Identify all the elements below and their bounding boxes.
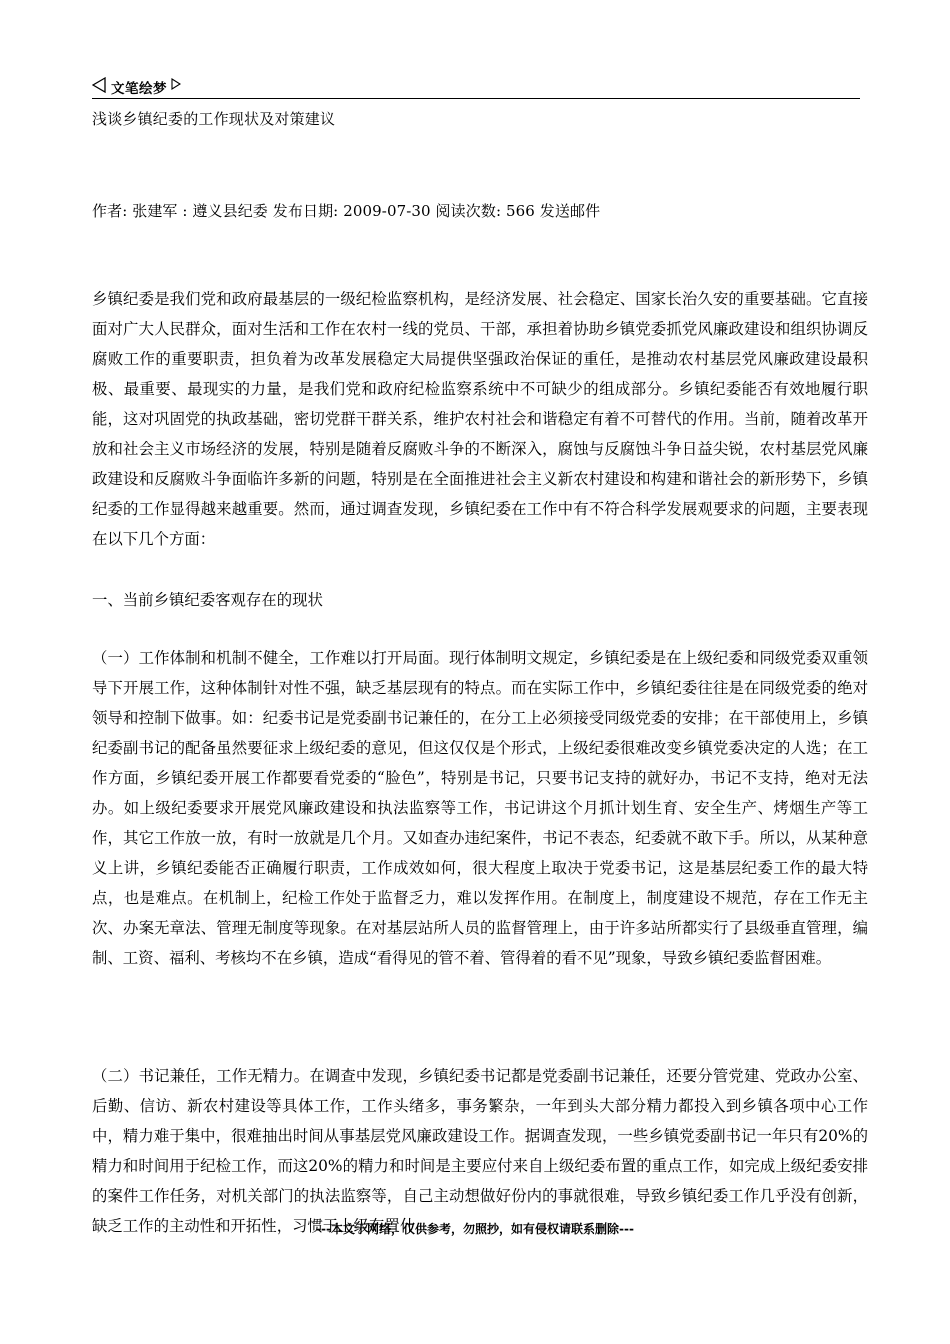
section-heading: 一、当前乡镇纪委客观存在的现状 xyxy=(92,591,323,609)
document-title: 浅谈乡镇纪委的工作现状及对策建议 xyxy=(92,110,336,128)
footer-notice: ---本文于网络，仅供参考，勿照抄，如有侵权请联系删除--- xyxy=(316,1222,634,1236)
article-meta: 作者: 张建军 : 遵义县纪委 发布日期: 2009-07-30 阅读次数: 566 发送邮件 xyxy=(92,202,601,220)
paragraph-point-1: （一）工作体制和机制不健全，工作难以打开局面。现行体制明文规定，乡镇纪委是在上级纪委和同级党委双重领导下开展工作，这种体制针对性不强，缺乏基层现有的特点。而在实际工作中，乡镇纪委往往是在同级党委的绝对领导和控制下做事。如：纪委书记是党委副书记兼任的，在分工上必须接受同级党委的安排；在干部使用上，乡镇纪委副书记的配备虽然要征求上级纪委的意见，但这仅仅是个形式，上级纪委很难改变乡镇党委决定的人选；在工作方面，乡镇纪委开展工作都要看党委的“脸色”，特别是书记，只要书记支持的就好办，书记不支持，绝对无法办。如上级纪委要求开展党风廉政建设和执法监察等工作，书记讲这个月抓计划生育、安全生产、烤烟生产等工作，其它工作放一放，有时一放就是几个月。又如查办违纪案件，书记不表态，纪委就不敢下手。所以，从某种意义上讲，乡镇纪委能否正确履行职责，工作成效如何，很大程度上取决于党委书记，这是基层纪委工作的最大特点，也是难点。在机制上，纪检工作处于监督乏力，难以发挥作用。在制度上，制度建设不规范，存在工作无主次、办案无章法、管理无制度等现象。在对基层站所人员的监督管理上，由于许多站所都实行了县级垂直管理，编制、工资、福利、考核均不在乡镇，造成“看得见的管不着、管得着的看不见”现象，导致乡镇纪委监督困难。 xyxy=(92,649,868,967)
brand-label: 文笔绘梦 xyxy=(111,81,167,97)
triangle-right-icon xyxy=(171,78,181,90)
paragraph-point-2: （二）书记兼任，工作无精力。在调查中发现，乡镇纪委书记都是党委副书记兼任，还要分管党建、党政办公室、后勤、信访、新农村建设等具体工作，工作头绪多，事务繁杂，一年到头大部分精力都投入到乡镇各项中心工作中，精力难于集中，很难抽出时间从事基层党风廉政建设工作。据调查发现，一些乡镇党委副书记一年只有20%的精力和时间用于纪检工作，而这20%的精力和时间是主要应付来自上级纪委布置的重点工作，如完成上级纪委安排的案件工作任务，对机关部门的执法监察等，自己主动想做好份内的事就很难，导致乡镇纪委工作几乎没有创新，缺乏工作的主动性和开拓性，习惯于上级布置什 xyxy=(92,1067,868,1235)
page-header xyxy=(92,74,860,99)
intro-paragraph: 乡镇纪委是我们党和政府最基层的一级纪检监察机构，是经济发展、社会稳定、国家长治久安的重要基础。它直接面对广大人民群众，面对生活和工作在农村一线的党员、干部，承担着协助乡镇党委抓党风廉政建设和组织协调反腐败工作的重要职责，担负着为改革发展稳定大局提供坚强政治保证的重任，是推动农村基层党风廉政建设最积极、最重要、最现实的力量，是我们党和政府纪检监察系统中不可缺少的组成部分。乡镇纪委能否有效地履行职能，这对巩固党的执政基础，密切党群干群关系，维护农村社会和谐稳定有着不可替代的作用。当前，随着改革开放和社会主义市场经济的发展，特别是随着反腐败斗争的不断深入，腐蚀与反腐蚀斗争日益尖锐，农村基层党风廉政建设和反腐败斗争面临许多新的问题，特别是在全面推进社会主义新农村建设和构建和谐社会的新形势下，乡镇纪委的工作显得越来越重要。然而，通过调查发现，乡镇纪委在工作中有不符合科学发展观要求的问题，主要表现在以下几个方面： xyxy=(92,290,868,548)
triangle-left-icon xyxy=(92,77,106,93)
